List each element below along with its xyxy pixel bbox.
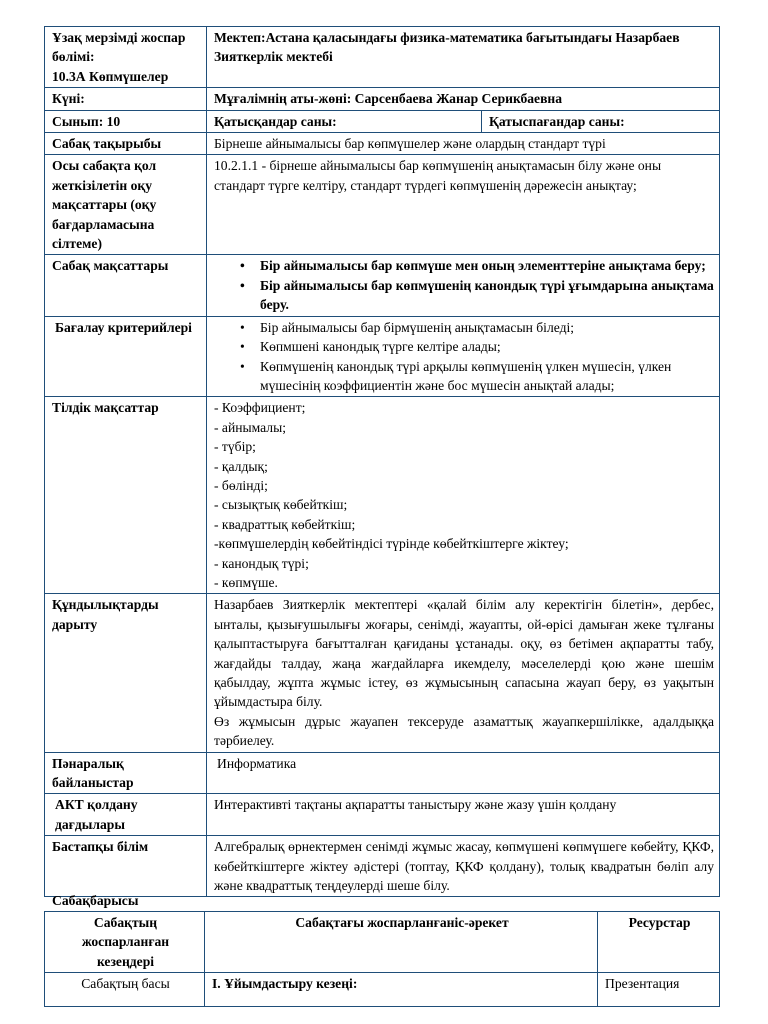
language-item: - айнымалы; xyxy=(214,419,286,435)
plan-header-row xyxy=(45,912,720,973)
cross-row xyxy=(45,752,720,794)
class-row xyxy=(45,110,720,132)
language-item: - квадраттық көбейткіш; xyxy=(214,516,356,532)
prior-label: Бастапқы білім xyxy=(45,836,207,897)
date-row xyxy=(45,88,720,110)
cross-label: Пәнаралық байланыстар xyxy=(45,752,207,794)
language-item: -көпмүшелердің көбейтіндісі түрінде көбейткіштерге жіктеу; xyxy=(214,536,569,552)
language-item: - канондық түрі; xyxy=(214,555,309,571)
school-name: Мектеп:Астана қаласындағы физика-математика бағытындағы Назарбаев Зияткерлік мектебі xyxy=(207,27,720,88)
section-value: 10.3А Көпмүшелер xyxy=(52,68,169,84)
criteria-item: • Көпмшені канондық түрге келтіре алады; xyxy=(260,337,714,356)
plan-table xyxy=(44,911,720,1007)
date-label: Күні: xyxy=(45,88,207,110)
plan-stage: Сабақтың басы xyxy=(45,973,205,1007)
plan-col-resources: Ресурстар xyxy=(598,912,720,973)
present-label: Қатысқандар саны: xyxy=(207,111,482,132)
attendance-cell xyxy=(207,110,720,132)
absent-label: Қатыспағандар саны: xyxy=(489,113,625,129)
criteria-item: • Көпмүшенің канондық түрі арқылы көпмүшенің үлкен мүшесін, үлкен мүшесінің коэффициентін және бос мүшесін анықтай алады; xyxy=(260,357,714,396)
criteria-label: Бағалау критерийлері xyxy=(45,316,207,397)
lesson-goals-row xyxy=(45,255,720,316)
lesson-goal-item: • Бір айнымалысы бар көпмүше мен оның элементтеріне анықтама беру; xyxy=(260,256,714,275)
topic-value: Бірнеше айнымалысы бар көпмүшелер және олардың стандарт түрі xyxy=(207,133,720,155)
criteria-item: • Бір айнымалысы бар бірмүшенің анықтамасын біледі; xyxy=(260,318,714,337)
language-item: - түбір; xyxy=(214,439,256,455)
class-label: Сынып: 10 xyxy=(45,110,207,132)
criteria-cell xyxy=(207,316,720,397)
plan-resource: Презентация xyxy=(598,973,720,1007)
header-row xyxy=(45,27,720,88)
plan-title: Сабақбарысы xyxy=(52,893,139,908)
prior-row xyxy=(45,836,720,897)
ict-row xyxy=(45,794,720,836)
language-item: - көпмүше. xyxy=(214,574,278,590)
values-paragraph-2: Өз жұмысын дұрыс жауапен тексеруде азаматтық жауапкершілікке, адалдыққа тәрбиелеу. xyxy=(214,713,714,749)
lesson-plan-table xyxy=(44,26,720,897)
values-label: Құндылықтарды дарыту xyxy=(45,594,207,752)
objectives-row xyxy=(45,155,720,255)
language-item: - Коэффициент; xyxy=(214,400,306,416)
lesson-goal-item: • Бір айнымалысы бар көпмүшенің канондық түрі ұғымдарына анықтама беру. xyxy=(260,276,714,315)
objectives-value: 10.2.1.1 - бірнеше айнымалысы бар көпмүшенің анықтамасын білу және оны стандарт түрге келтіру, стандарт түрдегі көпмүшенің дәрежесін анықтау; xyxy=(207,155,720,255)
plan-col-activity: Сабақтағы жоспарланғаніс-әрекет xyxy=(205,912,598,973)
language-item: - қалдық; xyxy=(214,458,268,474)
language-item: - бөлінді; xyxy=(214,477,268,493)
section-cell xyxy=(45,27,207,88)
topic-row xyxy=(45,133,720,155)
ict-value: Интерактивті тақтаны ақпаратты таныстыру және жазу үшін қолдану xyxy=(207,794,720,836)
plan-activity: I. Ұйымдастыру кезеңі: xyxy=(205,973,598,1007)
section-label: Ұзақ мерзімді жоспар бөлімі: xyxy=(52,30,186,65)
language-item: - сызықтық көбейткіш; xyxy=(214,497,348,513)
objectives-label: Осы сабақта қол жеткізілетін оқу мақсаттары (оқу бағдарламасына сілтеме) xyxy=(45,155,207,255)
criteria-row xyxy=(45,316,720,397)
language-row xyxy=(45,397,720,594)
teacher-name: Мұғалімнің аты-жөні: Сарсенбаева Жанар Серикбаевна xyxy=(207,88,720,110)
ict-label: АКТ қолдану дағдылары xyxy=(45,794,207,836)
prior-value: Алгебралық өрнектермен сенімді жұмыс жасау, көпмүшені көпмүшеге көбейту, ҚКФ, көбейткіштерге жіктеу әдістері (топтау, ҚКФ қолдану), толық квадратын бөліп алу және квадраттық теңдеулерді шеше білу. xyxy=(207,836,720,897)
language-cell xyxy=(207,397,720,594)
language-label: Тілдік мақсаттар xyxy=(45,397,207,594)
plan-col-stage: Сабақтың жоспарланған кезеңдері xyxy=(45,912,205,973)
lesson-goals-cell xyxy=(207,255,720,316)
plan-row xyxy=(45,973,720,1007)
values-paragraph-1: Назарбаев Зияткерлік мектептері «қалай білім алу керектігін білетін», дербес, ынталы, қызығушылығы жоғары, сенімді, жауапты, ой-өрісі дамыған жеке тұлғаны қалыптастыруға бағытталған қағиданы ұстанады. оқу, өз бетімен ақпаратты табу, жағдайды талдау, жаңа жағдайларға икемделу, мәселелерді қою және шешім қабылдау, жұпта жұмыс істеу, өз жұмысының сапасына жауап беру, өз уақытын ұйымдастыра білу. xyxy=(214,597,714,710)
lesson-goals-label: Сабақ мақсаттары xyxy=(45,255,207,316)
cross-value: Информатика xyxy=(207,752,720,794)
values-cell xyxy=(207,594,720,752)
values-row xyxy=(45,594,720,752)
topic-label: Сабақ тақырыбы xyxy=(45,133,207,155)
